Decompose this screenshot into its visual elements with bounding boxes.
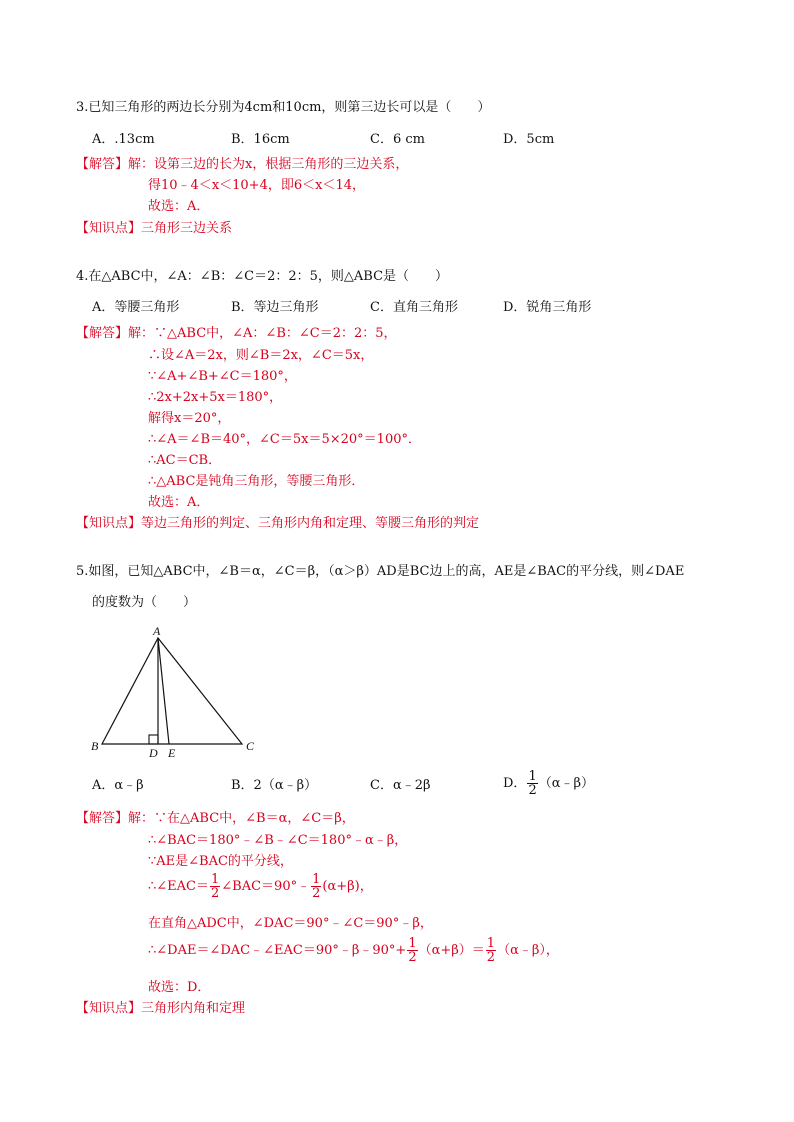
q4-answer-line-2: ∴设∠A＝2x，则∠B＝2x，∠C＝5x， (148, 348, 374, 363)
q3-answer-line-1: 【解答】解：设第三边的长为x，根据三角形的三边关系， (76, 157, 409, 172)
q5-option-d[interactable]: D． $\frac{1}{2}$ （α﹣β） (503, 769, 595, 798)
q3-option-b[interactable]: B．16cm (231, 132, 290, 147)
q5-answer-line-6: ∴∠DAE＝∠DAC﹣∠EAC＝90°﹣β﹣90°+ $\frac{1}{2}$ （α+β）＝ $\frac{1}{2}$ （α﹣β）， (148, 936, 559, 965)
q4-option-b[interactable]: B．等边三角形 (231, 300, 319, 315)
label-d: D (149, 746, 158, 760)
q5-option-b[interactable]: B．2（α﹣β） (231, 778, 318, 793)
fraction-half: $\frac{1}{2}$ (408, 936, 417, 965)
triangle-figure (88, 620, 268, 760)
label-e: E (168, 746, 176, 760)
q5-option-c[interactable]: C．α﹣2β (370, 778, 431, 793)
q5-answer-line-5: 在直角△ADC中，∠DAC＝90°﹣∠C＝90°﹣β， (148, 916, 433, 931)
q4-option-c[interactable]: C．直角三角形 (370, 300, 458, 315)
q4-answer-line-5: 解得x＝20°， (148, 411, 231, 426)
triangle-abc (102, 638, 242, 744)
label-b: B (91, 739, 99, 753)
label-a: A (153, 624, 161, 638)
q4-answer-line-6: ∴∠A＝∠B＝40°，∠C＝5x＝5×20°＝100°． (148, 432, 422, 447)
q4-answer-line-8: ∴△ABC是钝角三角形，等腰三角形． (148, 474, 365, 489)
q3-option-a[interactable]: A．.13cm (92, 132, 155, 147)
right-angle-mark (149, 735, 158, 744)
fraction-half: $\frac{1}{2}$ (312, 872, 321, 901)
q4-answer-line-4: ∴2x+2x+5x＝180°， (148, 390, 283, 405)
q5-answer-tag: 【解答】 (76, 811, 129, 826)
q4-answer-line-1: 【解答】解：∵△ABC中，∠A：∠B：∠C＝2：2：5， (76, 326, 397, 341)
q3-answer-line-2: 得10﹣4＜x＜10+4，即6＜x＜14， (148, 178, 365, 193)
label-c: C (246, 739, 255, 753)
q5-stem-line-2: 的度数为（ ） (92, 595, 197, 610)
q5-answer-line-2: ∴∠BAC＝180°﹣∠B﹣∠C＝180°﹣α﹣β， (148, 833, 408, 848)
q5-option-a[interactable]: A．α﹣β (92, 778, 144, 793)
fraction-half: $\frac{1}{2}$ (211, 872, 220, 901)
bisector-ae (158, 638, 169, 744)
q4-answer-line-7: ∴AC＝CB． (148, 453, 222, 468)
q4-answer-line-3: ∵∠A+∠B+∠C＝180°， (148, 369, 297, 384)
q3-knowledge-point: 【知识点】三角形三边关系 (76, 221, 233, 236)
q4-knowledge-point: 【知识点】等边三角形的判定、三角形内角和定理、等腰三角形的判定 (76, 516, 480, 531)
q4-option-a[interactable]: A．等腰三角形 (92, 300, 180, 315)
q3-answer-tag: 【解答】 (76, 157, 129, 172)
q4-answer-tag: 【解答】 (76, 326, 129, 341)
q5-knowledge-point: 【知识点】三角形内角和定理 (76, 1001, 246, 1016)
fraction-half: $\frac{1}{2}$ (528, 769, 537, 798)
q3-stem: 3.已知三角形的两边长分别为4cm和10cm，则第三边长可以是（ ） (76, 100, 491, 115)
q4-answer-line-9: 故选：A． (148, 495, 210, 510)
q3-option-c[interactable]: C．6 cm (370, 132, 425, 147)
q5-answer-line-3: ∵AE是∠BAC的平分线， (148, 854, 293, 869)
q5-answer-line-4: ∴∠EAC＝ $\frac{1}{2}$ ∠BAC＝90°﹣ $\frac{1}{2}$ (α+β)， (148, 872, 373, 901)
q5-answer-line-7: 故选：D． (148, 980, 211, 995)
q5-answer-line-1: 【解答】解：∵在△ABC中，∠B＝α，∠C＝β， (76, 811, 355, 826)
q3-answer-line-3: 故选：A． (148, 199, 210, 214)
q4-stem: 4.在△ABC中，∠A：∠B：∠C＝2：2：5，则△ABC是（ ） (76, 269, 449, 284)
fraction-half: $\frac{1}{2}$ (486, 936, 496, 965)
q5-stem-line-1: 5.如图，已知△ABC中，∠B＝α，∠C＝β，（α＞β）AD是BC边上的高，AE是∠BAC的平分线，则∠DAE (76, 564, 685, 579)
q4-option-d[interactable]: D．锐角三角形 (503, 300, 592, 315)
q3-option-d[interactable]: D．5cm (503, 132, 555, 147)
